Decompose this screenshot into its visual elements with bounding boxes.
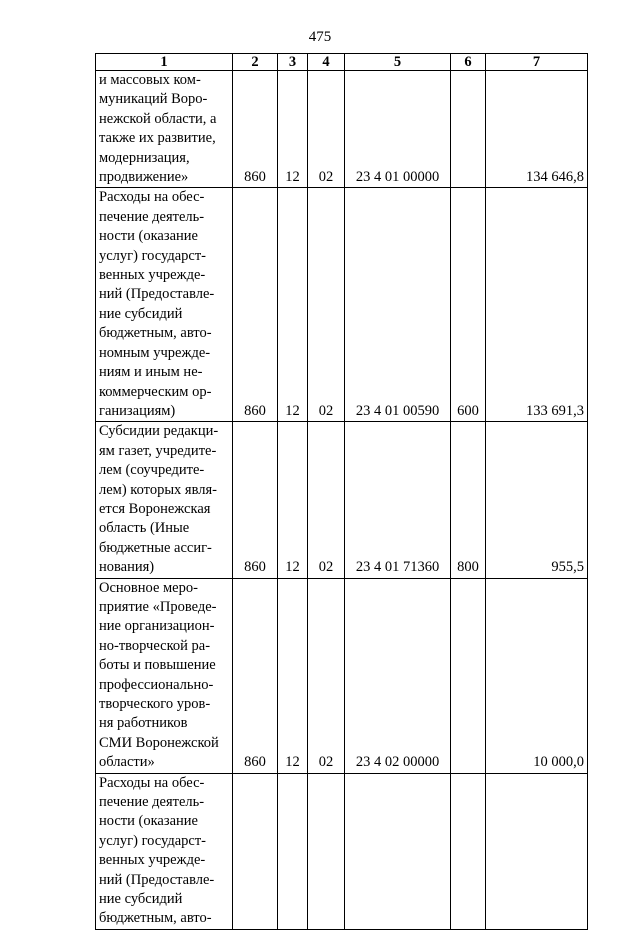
row-section: 12 xyxy=(278,578,308,773)
header-col-1: 1 xyxy=(96,54,233,71)
row-amount xyxy=(486,773,588,929)
row-amount: 133 691,3 xyxy=(486,188,588,422)
row-section: 12 xyxy=(278,71,308,188)
row-code: 860 xyxy=(233,422,278,578)
header-col-3: 3 xyxy=(278,54,308,71)
row-expense-type: 800 xyxy=(451,422,486,578)
row-target: 23 4 02 00000 xyxy=(345,578,451,773)
row-expense-type xyxy=(451,71,486,188)
header-col-6: 6 xyxy=(451,54,486,71)
row-amount: 10 000,0 xyxy=(486,578,588,773)
row-amount: 955,5 xyxy=(486,422,588,578)
row-description: Основное меро- приятие «Проведе- ние организацион- но-творческой ра- боты и повышение профессионально- творческого уров- ня работников СМИ Воронежской области» xyxy=(96,578,233,773)
row-target: 23 4 01 71360 xyxy=(345,422,451,578)
header-col-2: 2 xyxy=(233,54,278,71)
row-subsection: 02 xyxy=(308,422,345,578)
row-section: 12 xyxy=(278,188,308,422)
row-section xyxy=(278,773,308,929)
header-col-7: 7 xyxy=(486,54,588,71)
row-subsection: 02 xyxy=(308,578,345,773)
header-col-4: 4 xyxy=(308,54,345,71)
row-code xyxy=(233,773,278,929)
row-target xyxy=(345,773,451,929)
row-description: Расходы на обес- печение деятель- ности (оказание услуг) государст- венных учрежде- ний (Предоставле- ние субсидий бюджетным, авто- номным учрежде- ниям и иным не- коммерческим ор- ганизациям) xyxy=(96,188,233,422)
row-description: Расходы на обес- печение деятель- ности (оказание услуг) государст- венных учрежде- ний (Предоставле- ние субсидий бюджетным, авто- xyxy=(96,773,233,929)
row-target: 23 4 01 00590 xyxy=(345,188,451,422)
row-target: 23 4 01 00000 xyxy=(345,71,451,188)
row-code: 860 xyxy=(233,188,278,422)
row-amount: 134 646,8 xyxy=(486,71,588,188)
row-expense-type: 600 xyxy=(451,188,486,422)
row-description: Субсидии редакци- ям газет, учредите- лем (соучредите- лем) которых явля- ется Воронежская область (Иные бюджетные ассиг- нования) xyxy=(96,422,233,578)
table-row xyxy=(96,188,588,422)
row-section: 12 xyxy=(278,422,308,578)
table-row xyxy=(96,71,588,188)
header-row xyxy=(96,54,588,71)
row-description: и массовых ком- муникаций Воро- нежской области, а также их развитие, модернизация, продвижение» xyxy=(96,71,233,188)
row-subsection: 02 xyxy=(308,188,345,422)
budget-table xyxy=(95,53,588,930)
page-number: 475 xyxy=(308,29,332,45)
table-row xyxy=(96,773,588,929)
row-expense-type xyxy=(451,578,486,773)
row-code: 860 xyxy=(233,71,278,188)
row-subsection xyxy=(308,773,345,929)
header-col-5: 5 xyxy=(345,54,451,71)
row-code: 860 xyxy=(233,578,278,773)
row-subsection: 02 xyxy=(308,71,345,188)
table-row xyxy=(96,422,588,578)
table-row xyxy=(96,578,588,773)
row-expense-type xyxy=(451,773,486,929)
